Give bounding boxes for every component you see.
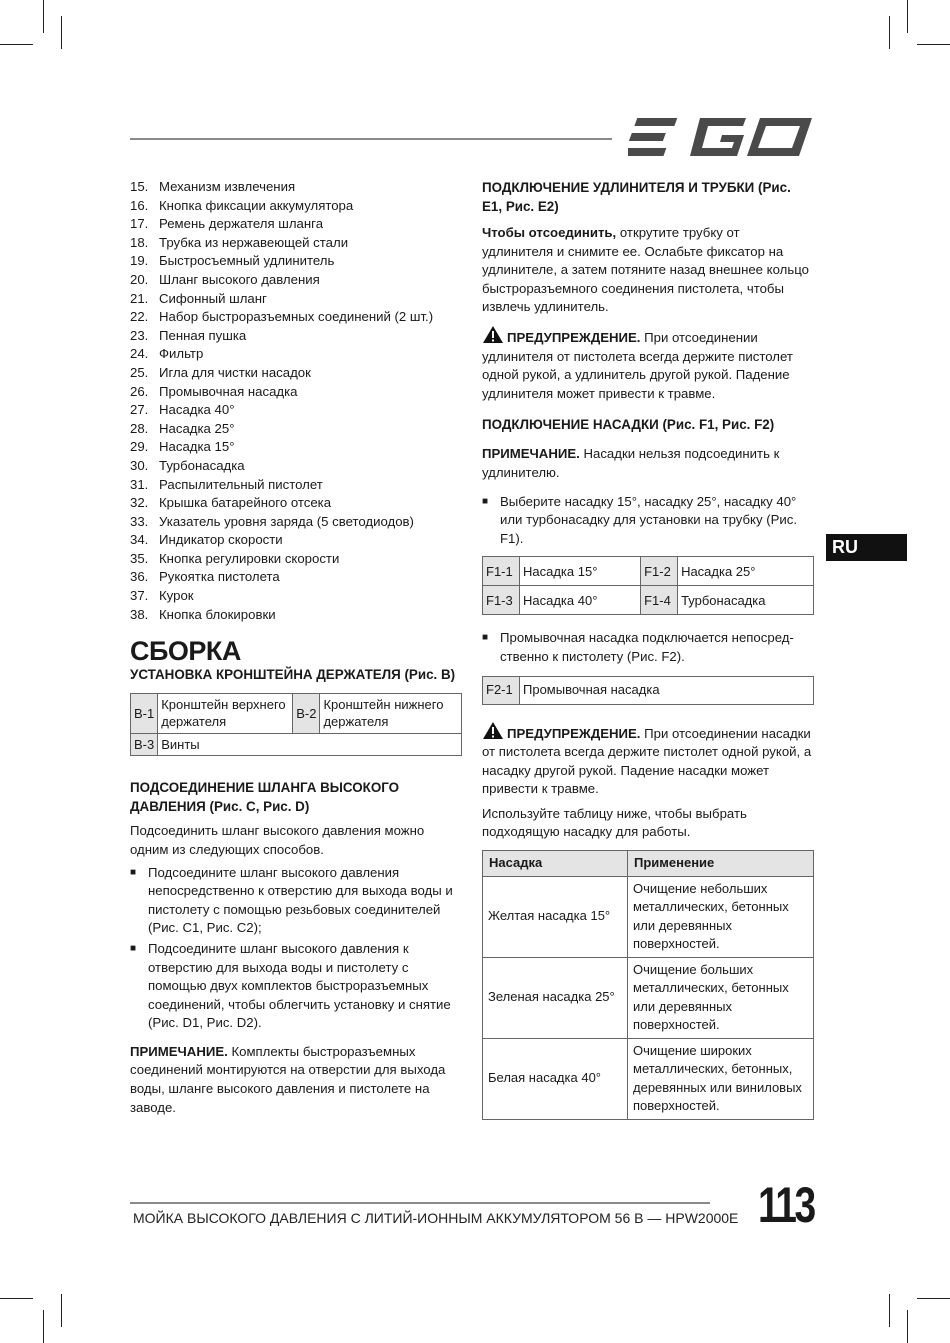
warning-text: При отсоединении удлинителя от пистолета всегда держите пистолет одной рукой, а удлинитель другой рукой. Падение удлинителя может привести к травме. bbox=[482, 329, 793, 401]
bullet-item bbox=[482, 493, 814, 549]
bullet-text: Подсоедините шланг высокого давления к отверстию для выхода воды и пистолету с помощью двух комплектов быстроразъемных соединений, чтобы облегчить установку и снятие (Рис. D1, Рис. D2). bbox=[148, 940, 451, 1031]
disconnect-label: Чтобы отсоединить, bbox=[482, 225, 617, 240]
list-number: 20. bbox=[130, 271, 149, 287]
list-text: Пенная пушка bbox=[159, 327, 247, 343]
crop-mark bbox=[0, 1298, 33, 1299]
list-number: 35. bbox=[130, 550, 149, 566]
table-cell: Кронштейн нижнего держателя bbox=[320, 693, 462, 733]
list-item bbox=[130, 345, 462, 364]
crop-mark bbox=[907, 0, 908, 33]
list-number: 15. bbox=[130, 179, 149, 194]
table-cell: Насадка 40° bbox=[520, 586, 641, 615]
bullet-item bbox=[130, 864, 462, 938]
list-item bbox=[130, 327, 462, 346]
list-number: 38. bbox=[130, 606, 149, 622]
list-item bbox=[130, 383, 462, 402]
list-number: 36. bbox=[130, 569, 149, 585]
list-item bbox=[130, 308, 462, 327]
list-item bbox=[130, 420, 462, 439]
nozzle-usage-table bbox=[482, 850, 814, 1120]
list-number: 16. bbox=[130, 197, 149, 213]
crop-mark bbox=[0, 44, 33, 45]
table-cell-use: Очищение широких металлических, бетонных, деревянных или виниловых поверхностей. bbox=[628, 1038, 814, 1119]
table-cell: Насадка 15° bbox=[520, 557, 641, 586]
extension-disconnect bbox=[482, 224, 814, 317]
list-text: Распылительный пистолет bbox=[159, 476, 323, 492]
list-text: Насадка 25° bbox=[159, 420, 235, 436]
list-text: Фильтр bbox=[159, 346, 204, 362]
table-cell-code: F1-1 bbox=[483, 557, 520, 586]
list-item bbox=[130, 364, 462, 383]
list-number: 22. bbox=[130, 309, 149, 325]
list-item bbox=[130, 197, 462, 216]
language-tab: RU bbox=[826, 534, 907, 561]
crop-mark bbox=[917, 1298, 950, 1299]
table-cell-use: Очищение небольших металлических, бетонных или деревянных поверхностей. bbox=[628, 876, 814, 957]
right-column bbox=[482, 178, 814, 1120]
list-number: 31. bbox=[130, 476, 149, 492]
list-number: 28. bbox=[130, 420, 149, 436]
table-cell: Винты bbox=[158, 733, 462, 756]
bullet-icon: ■ bbox=[482, 495, 489, 507]
warning-label: ПРЕДУПРЕЖДЕНИЕ. bbox=[507, 725, 641, 741]
list-number: 37. bbox=[130, 588, 149, 604]
list-item bbox=[130, 401, 462, 420]
table-cell-code: F1-2 bbox=[641, 557, 678, 586]
footer-text: МОЙКА ВЫСОКОГО ДАВЛЕНИЯ С ЛИТИЙ-ИОННЫМ АККУМУЛЯТОРОМ 56 В — HPW2000E bbox=[133, 1210, 739, 1226]
list-text: Указатель уровня заряда (5 светодиодов) bbox=[159, 513, 414, 529]
header-rule bbox=[130, 138, 612, 140]
crop-mark bbox=[61, 16, 62, 49]
extension-heading: ПОДКЛЮЧЕНИЕ УДЛИНИТЕЛЯ И ТРУБКИ (Рис. E1, Рис. E2) bbox=[482, 180, 791, 214]
warning-icon bbox=[482, 325, 504, 344]
list-text: Кнопка регулировки скорости bbox=[159, 550, 340, 566]
f1-table bbox=[482, 556, 814, 615]
table-cell-nozzle: Белая насадка 40° bbox=[483, 1038, 628, 1119]
list-item bbox=[130, 252, 462, 271]
list-text: Кнопка блокировки bbox=[159, 606, 276, 622]
list-item bbox=[130, 513, 462, 532]
crop-mark bbox=[917, 44, 950, 45]
crop-mark bbox=[61, 1294, 62, 1327]
list-number: 34. bbox=[130, 532, 149, 548]
bullet-item bbox=[130, 940, 462, 1033]
list-item bbox=[130, 438, 462, 457]
page-number: 113 bbox=[758, 1177, 814, 1233]
list-item bbox=[130, 587, 462, 606]
table-row bbox=[483, 957, 814, 1038]
table-intro: Используйте таблицу ниже, чтобы выбрать подходящую насадку для работы. bbox=[482, 805, 747, 840]
list-item bbox=[130, 215, 462, 234]
crop-mark bbox=[907, 1310, 908, 1343]
table-cell-nozzle: Желтая насадка 15° bbox=[483, 876, 628, 957]
table-row bbox=[483, 876, 814, 957]
bracket-heading: УСТАНОВКА КРОНШТЕЙНА ДЕРЖАТЕЛЯ (Рис. B) bbox=[130, 666, 456, 682]
f2-table bbox=[482, 676, 814, 705]
section-title: СБОРКА bbox=[130, 636, 241, 667]
disconnect-text: открутите трубку от удлинителя и снимите ее. Ослабьте фиксатор на удлинителе, а затем потяните назад внешнее кольцо быстроразъемного соединения пистолета, чтобы извлечь удлинитель. bbox=[482, 225, 809, 315]
list-item bbox=[130, 494, 462, 513]
table-header: Применение bbox=[628, 851, 814, 877]
list-number: 19. bbox=[130, 253, 149, 269]
list-number: 33. bbox=[130, 513, 149, 529]
list-item bbox=[130, 234, 462, 253]
parts-list bbox=[130, 178, 462, 624]
table-cell-code: B-1 bbox=[131, 693, 158, 733]
list-item bbox=[130, 290, 462, 309]
note-text: Насадки нельзя подсоединить к удлинителю. bbox=[482, 446, 780, 480]
table-header: Насадка bbox=[483, 851, 628, 877]
left-column bbox=[130, 178, 462, 1117]
list-text: Кнопка фиксации аккумулятора bbox=[159, 197, 354, 213]
ego-logo bbox=[628, 116, 814, 158]
bullet-text: Подсоедините шланг высокого давления непосредственно к отверстию для выхода воды и пистолету с помощью резьбовых соединителей (Рис. C1, Рис. C2); bbox=[148, 864, 453, 936]
list-item bbox=[130, 271, 462, 290]
list-item bbox=[130, 531, 462, 550]
note-text: Комплекты быстроразъемных соединений монтируются на отверстии для выхода воды, шланге высокого давления и пистолете на заводе. bbox=[130, 1043, 446, 1115]
bullet-icon: ■ bbox=[482, 632, 489, 644]
list-text: Механизм извлечения bbox=[159, 179, 296, 194]
bullet-text: Выберите насадку 15°, насадку 25°, насадку 40° или турбонасадку для установки на трубку (Рис. F1). bbox=[500, 493, 798, 546]
table-cell-code: F2-1 bbox=[483, 676, 520, 704]
list-number: 32. bbox=[130, 495, 149, 511]
table-cell: Промывочная насадка bbox=[520, 676, 814, 704]
list-text: Насадка 15° bbox=[159, 439, 235, 455]
list-number: 25. bbox=[130, 364, 149, 380]
crop-mark bbox=[889, 1294, 890, 1327]
list-text: Трубка из нержавеющей стали bbox=[159, 234, 349, 250]
bullet-item bbox=[482, 629, 814, 666]
list-number: 30. bbox=[130, 457, 149, 473]
list-text: Турбонасадка bbox=[159, 457, 245, 473]
list-text: Шланг высокого давления bbox=[159, 271, 320, 287]
list-text: Промывочная насадка bbox=[159, 383, 298, 399]
list-number: 17. bbox=[130, 216, 149, 232]
crop-mark bbox=[43, 1310, 44, 1343]
bracket-table bbox=[130, 693, 462, 757]
extension-warning bbox=[482, 325, 814, 403]
hose-note bbox=[130, 1043, 462, 1117]
warning-label: ПРЕДУПРЕЖДЕНИЕ. bbox=[507, 329, 641, 345]
list-number: 29. bbox=[130, 439, 149, 455]
nozzle-note bbox=[482, 445, 814, 482]
crop-mark bbox=[43, 0, 44, 33]
note-label: ПРИМЕЧАНИЕ. bbox=[130, 1043, 228, 1059]
table-cell-code: F1-3 bbox=[483, 586, 520, 615]
list-text: Сифонный шланг bbox=[159, 290, 267, 306]
warning-text: При отсоединении насадки от пистолета всегда держите пистолет одной рукой, а насадку другой рукой. Падение насадки может привести к травме. bbox=[482, 725, 812, 797]
list-number: 24. bbox=[130, 346, 149, 362]
list-text: Крышка батарейного отсека bbox=[159, 495, 332, 511]
list-item bbox=[130, 606, 462, 625]
list-number: 23. bbox=[130, 327, 149, 343]
list-item bbox=[130, 568, 462, 587]
hose-heading: ПОДСОЕДИНЕНИЕ ШЛАНГА ВЫСОКОГО ДАВЛЕНИЯ (Рис. C, Рис. D) bbox=[130, 780, 400, 815]
list-text: Курок bbox=[159, 588, 194, 604]
table-cell-code: F1-4 bbox=[641, 586, 678, 615]
list-text: Ремень держателя шланга bbox=[159, 216, 324, 232]
list-text: Рукоятка пистолета bbox=[159, 569, 280, 585]
bullet-text: Промывочная насадка подключается непосред-ственно к пистолету (Рис. F2). bbox=[500, 630, 794, 664]
list-number: 18. bbox=[130, 234, 149, 250]
list-item bbox=[130, 550, 462, 569]
table-cell: Кронштейн верхнего держателя bbox=[158, 693, 293, 733]
nozzle-warning bbox=[482, 721, 814, 799]
list-text: Быстросъемный удлинитель bbox=[159, 253, 335, 269]
bullet-icon: ■ bbox=[130, 942, 137, 954]
list-number: 27. bbox=[130, 402, 149, 418]
nozzle-heading: ПОДКЛЮЧЕНИЕ НАСАДКИ (Рис. F1, Рис. F2) bbox=[482, 417, 775, 433]
list-number: 21. bbox=[130, 290, 149, 306]
bullet-icon: ■ bbox=[130, 866, 137, 878]
list-item bbox=[130, 457, 462, 476]
table-row bbox=[483, 1038, 814, 1119]
table-cell-use: Очищение больших металлических, бетонных или деревянных поверхностей. bbox=[628, 957, 814, 1038]
table-cell-nozzle: Зеленая насадка 25° bbox=[483, 957, 628, 1038]
table-cell: Насадка 25° bbox=[678, 557, 814, 586]
list-item bbox=[130, 178, 462, 197]
table-cell: Турбонасадка bbox=[678, 586, 814, 615]
footer-rule bbox=[130, 1202, 710, 1204]
list-text: Индикатор скорости bbox=[159, 532, 283, 548]
crop-mark bbox=[889, 16, 890, 49]
hose-intro: Подсоединить шланг высокого давления можно одним из следующих способов. bbox=[130, 823, 425, 857]
list-number: 26. bbox=[130, 383, 149, 399]
list-text: Набор быстроразъемных соединений (2 шт.) bbox=[159, 309, 434, 325]
table-cell-code: B-3 bbox=[131, 733, 158, 756]
list-text: Насадка 40° bbox=[159, 402, 235, 418]
list-text: Игла для чистки насадок bbox=[159, 364, 311, 380]
note-label: ПРИМЕЧАНИЕ. bbox=[482, 446, 580, 462]
list-item bbox=[130, 476, 462, 495]
table-cell-code: B-2 bbox=[293, 693, 320, 733]
warning-icon bbox=[482, 721, 504, 740]
